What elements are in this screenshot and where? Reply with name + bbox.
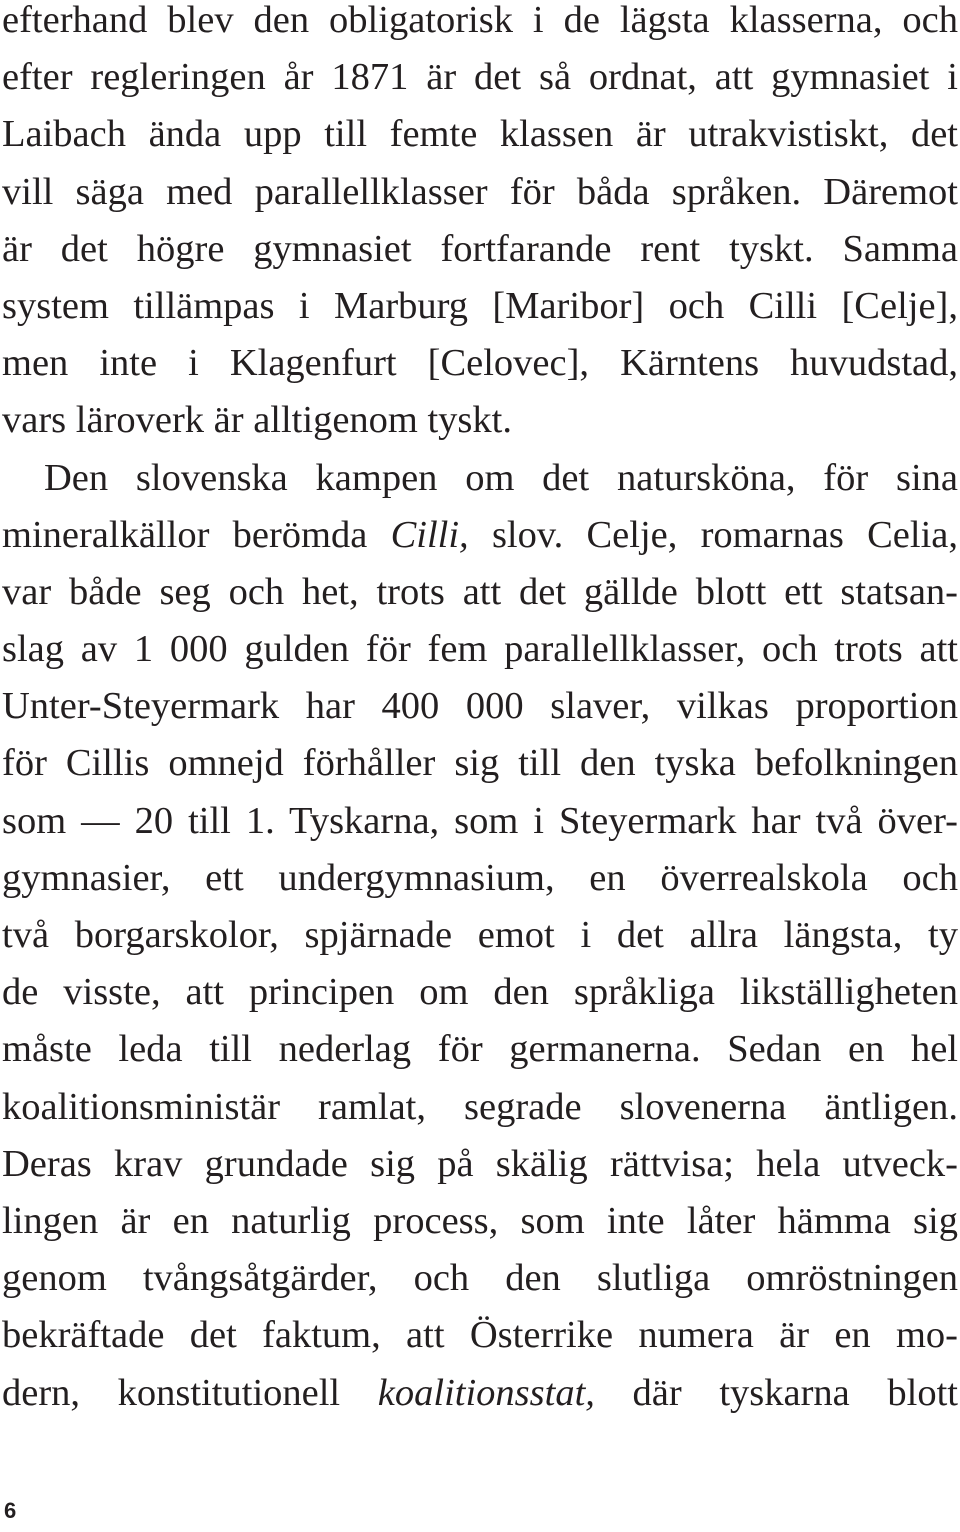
- text-line: koalitionsministär ramlat, segrade slovenerna äntligen.: [2, 1085, 958, 1128]
- italic-term: koalitionsstat,: [377, 1371, 595, 1414]
- text-line: måste leda till nederlag för germanerna. Sedan en hel: [2, 1028, 958, 1071]
- text-line: Laibach ända upp till femte klassen är utrakvistiskt, det: [2, 113, 958, 156]
- text-line: men inte i Klagenfurt [Celovec], Kärntens huvudstad,: [2, 342, 958, 385]
- text-line: Deras krav grundade sig på skälig rättvisa; hela utveck-: [2, 1142, 958, 1185]
- text-line: lingen är en naturlig process, som inte låter hämma sig: [2, 1199, 958, 1242]
- text-line: de visste, att principen om den språkliga likställigheten: [2, 971, 958, 1014]
- text-line: vill säga med parallellklasser för båda språken. Däremot: [2, 170, 958, 213]
- text-line: [2, 1365, 958, 1422]
- text-run: slov. Celje, romarnas Celia,: [468, 513, 958, 556]
- text-line: efterhand blev den obligatorisk i de lägsta klasserna, och: [2, 0, 958, 41]
- text-run: där tyskarna blott: [594, 1371, 958, 1414]
- text-line: Den slovenska kampen om det natursköna, för sina: [44, 456, 958, 499]
- text-line: bekräftade det faktum, att Österrike numera är en mo-: [2, 1314, 958, 1357]
- text-line: var både seg och het, trots att det gällde blott ett statsan-: [2, 570, 958, 613]
- body-text: [2, 0, 958, 1422]
- text-line: [2, 507, 958, 564]
- italic-term: Cilli,: [390, 513, 469, 556]
- text-line: är det högre gymnasiet fortfarande rent tyskt. Samma: [2, 227, 958, 270]
- text-line: slag av 1 000 gulden för fem parallellklasser, och trots att: [2, 628, 958, 671]
- text-run: dern, konstitutionell: [2, 1371, 378, 1414]
- text-line: som — 20 till 1. Tyskarna, som i Steyermark har två över-: [2, 799, 958, 842]
- text-line: två borgarskolor, spjärnade emot i det allra längsta, ty: [2, 914, 958, 956]
- text-line: efter regleringen år 1871 är det så ordnat, att gymnasiet i: [2, 56, 958, 99]
- text-line: vars läroverk är alltigenom tyskt.: [2, 399, 512, 442]
- text-line: system tillämpas i Marburg [Maribor] och Cilli [Celje],: [2, 284, 958, 327]
- text-line: gymnasier, ett undergymnasium, en överrealskola och: [2, 856, 958, 899]
- text-line: genom tvångsåtgärder, och den slutliga omröstningen: [2, 1257, 958, 1300]
- page-number: 6: [4, 1498, 17, 1523]
- text-line: Unter-Steyermark har 400 000 slaver, vilkas proportion: [2, 685, 958, 728]
- text-run: mineralkällor berömda: [2, 513, 391, 556]
- text-line: för Cillis omnejd förhåller sig till den tyska befolkningen: [2, 742, 958, 785]
